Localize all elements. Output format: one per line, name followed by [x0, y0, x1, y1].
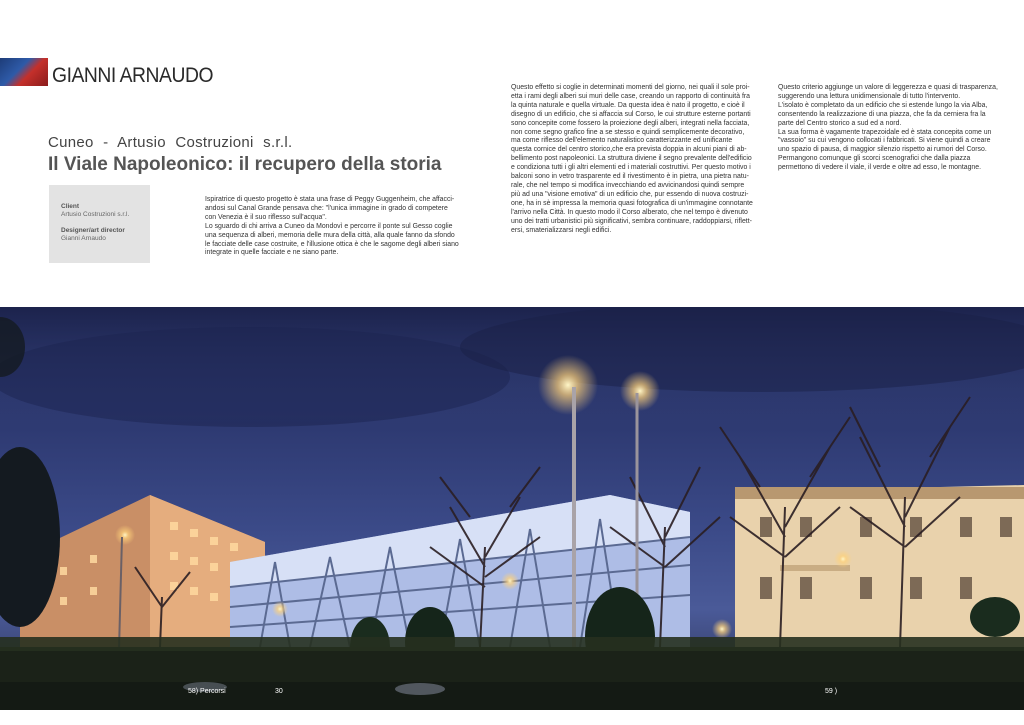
- designer-value: Gianni Arnaudo: [61, 235, 106, 242]
- page-number-right: 59 ): [825, 688, 838, 695]
- section-folio: 58) Percorsi: [188, 688, 226, 695]
- body-text-3: Questo criterio aggiunge un valore di leggerezza e quasi di trasparenza, suggerendo una lettura unidimensionale di tutto l'intervento. L'isolato è completato da un edificio che si estende lungo la via Alba, consentendo la realizzazione di una piazza, che fa da cerniera fra la parte del Centro storico a sud ed a nord. La sua forma è vagamente trapezoidale ed è stata concepita come un "vassoio" su cui vengono collocati i fabbricati. Si viene quindi a creare uno spazio di pausa, di maggior silenzio rispetto ai rumori del Corso. Permangono comunque gli scorci scenografici che dalla piazza permettono di vedere il viale, il verde e oltre ad esso, le montagne.: [778, 84, 998, 172]
- project-thumbnail: [0, 58, 48, 86]
- body-column-2: [511, 84, 756, 235]
- client-label: Client: [61, 203, 80, 210]
- body-column-1: [205, 196, 470, 258]
- body-column-3: [778, 84, 1003, 173]
- page-number-left: 30: [275, 688, 283, 695]
- article-title: Il Viale Napoleonico: il recupero della storia: [48, 154, 442, 175]
- designer-label: Designer/art director: [61, 227, 125, 234]
- body-text-1: Ispiratrice di questo progetto è stata una frase di Peggy Guggenheim, che affacci- andosi sul Canal Grande pensava che: "l'unica immagine in grado di competere con Venezia è il suo riflesso sull'acqua". Lo sguardo di chi arriva a Cuneo da Mondovì e percorre il ponte sul Gesso coglie una sequenza di alberi, memoria delle mura della città, alla quale fanno da sfondo le facciate delle case costruite, e l'illusione ottica è che le sagome degli alberi siano integrate in quelle facciate e ne siano parte.: [205, 196, 459, 257]
- credits-box: [49, 185, 150, 263]
- photo-illustration: [0, 307, 1024, 710]
- project-subtitle: Cuneo - Artusio Costruzioni s.r.l.: [48, 134, 293, 151]
- author-name: GIANNI ARNAUDO: [52, 64, 214, 87]
- night-street-photo: [0, 307, 1024, 710]
- client-value: Artusio Costruzioni s.r.l.: [61, 211, 130, 218]
- body-text-2: Questo effetto si coglie in determinati momenti del giorno, nei quali il sole proi- etta i rami degli alberi sui muri delle case, creando un rapporto di continuità fra la quinta naturale e quella virtuale. Da questa idea è nato il progetto, e cioè il disegno di un edificio, che si affaccia sul Corso, le cui strutture esterne portanti sono concepite come fossero la proiezione degli alberi, integrati nella facciata, non come segno grafico fine a se stesso e quindi semplicemente decorativo, ma come riflesso dell'elemento naturalistico caratterizzante ed unificante questa cornice del centro storico,che era prevista doppia in alcuni piani di ab- bellimento post napoleonici. La struttura diviene il segno prevalente dell'edificio e condiziona tutti i gli altri elementi ed i materiali costruttivi. Per questo motivo i balconi sono in vetro trasparente ed il rivestimento è in pietra, una pietra natu- rale, che nel tempo si modifica invecchiando ed avvicinandosi quindi sempre più ad una "visione emotiva" di un edificio che, pur essendo di nuova costruzi- one, ha in sè impressa la memoria quasi fotografica di un'immagine connotante l'arrivo nella Città. In questo modo il Corso alberato, che nel tempo è divenuto uno dei tratti urbanistici più significativi, sembra continuare, raddoppiarsi, riflett- ersi, smaterializzarsi negli edifici.: [511, 84, 753, 234]
